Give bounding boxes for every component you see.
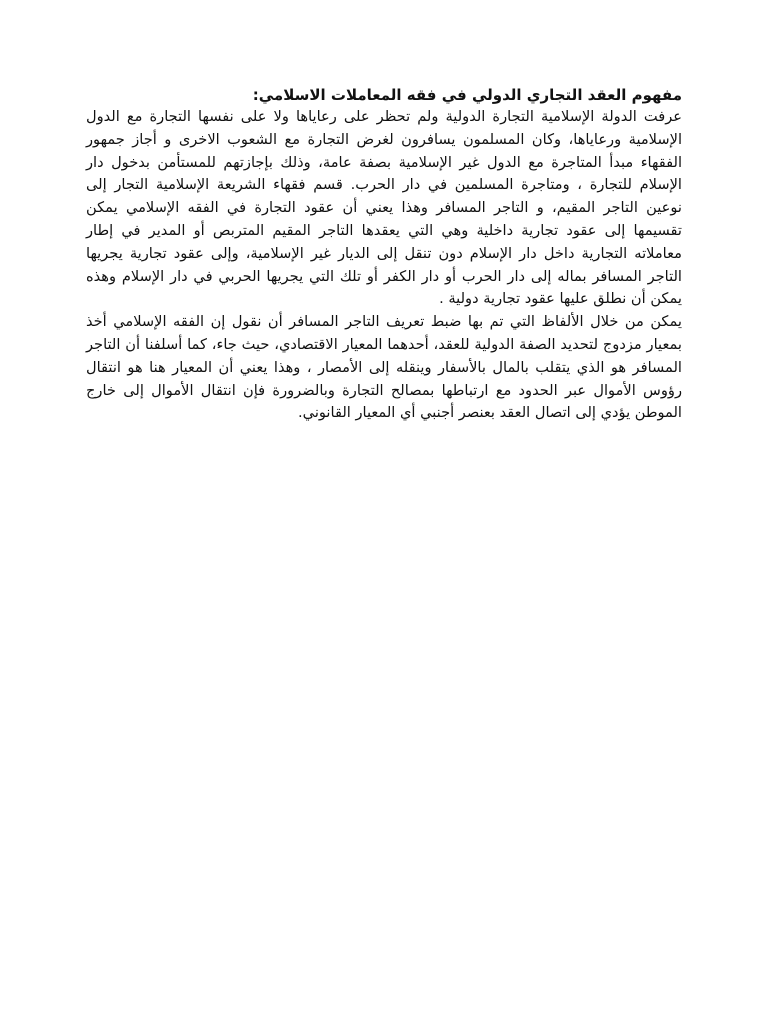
document-title: مفهوم العقد التجاري الدولي في فقه المعاملات الاسلامي:: [252, 86, 682, 104]
paragraph-1: عرفت الدولة الإسلامية التجارة الدولية ولم تحظر على رعاياها ولا على نفسها التجارة مع الدول الإسلامية ورعاياها، وكان المسلمون يسافرون لغرض التجارة مع الشعوب الاخرى و أجاز جمهور الفقهاء مبدأ المتاجرة مع الدول غير الإسلامية بصفة عامة، وذلك بإجازتهم للمستأمن بدخول دار الإسلام للتجارة ، ومتاجرة المسلمين في دار الحرب. قسم فقهاء الشريعة الإسلامية التجار إلى نوعين التاجر المقيم، و التاجر المسافر وهذا يعني أن عقود التجارة في الفقه الإسلامي يمكن تقسيمها إلى عقود تجارية داخلية وهي التي يعقدها التاجر المقيم المتربص أو المدير في إطار معاملاته التجارية داخل دار الإسلام دون تنقل إلى الديار غير الإسلامية، وإلى عقود تجارية يجريها التاجر المسافر بماله إلى دار الحرب أو دار الكفر أو تلك التي يجريها الحربي في دار الإسلام وهذه يمكن أن نطلق عليها عقود تجارية دولية .: [86, 108, 682, 308]
document-body: [86, 84, 682, 425]
paragraph-2: يمكن من خلال الألفاظ التي تم بها ضبط تعريف التاجر المسافر أن نقول إن الفقه الإسلامي أخذ بمعيار مزدوج لتحديد الصفة الدولية للعقد، أحدهما المعيار الاقتصادي، حيث جاء، كما أسلفنا أن التاجر المسافر هو الذي يتقلب بالمال بالأسفار وينقله إلى الأمصار ، وهذا يعني أن المعيار هنا هو انتقال رؤوس الأموال عبر الحدود مع ارتباطها بمصالح التجارة وبالضرورة فإن انتقال الأموال إلى خارج الموطن يؤدي إلى اتصال العقد بعنصر أجنبي أي المعيار القانوني.: [86, 313, 682, 422]
